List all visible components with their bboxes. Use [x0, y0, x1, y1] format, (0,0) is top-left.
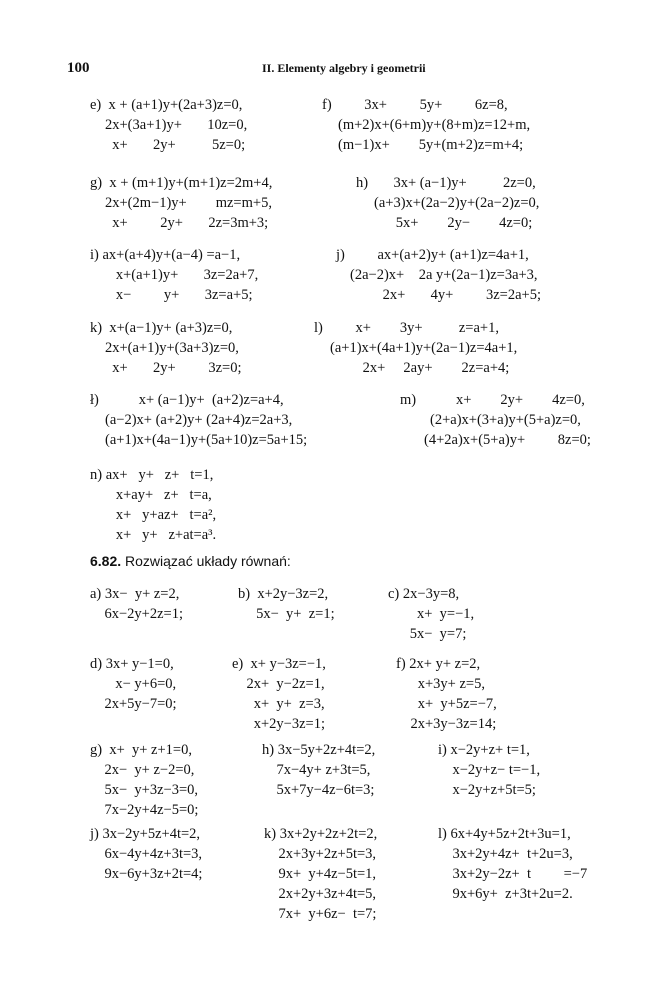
- system-l-stroke-line-2: (a−2)x+ (a+2)y+ (2a+4)z=2a+3,: [105, 412, 293, 428]
- system-82b-line-2: 5x− y+ z=1;: [238, 606, 335, 622]
- system-82j-line-1: j) 3x−2y+5z+4t=2,: [90, 826, 201, 842]
- system-82h-line-2: 7x−4y+ z+3t=5,: [262, 762, 371, 778]
- system-n-line-1: n) ax+ y+ z+ t=1,: [90, 467, 214, 483]
- page-header: [0, 60, 672, 80]
- system-82a-line-2: 6x−2y+2z=1;: [90, 606, 183, 622]
- system-82g-line-1: g) x+ y+ z+1=0,: [90, 742, 192, 758]
- system-82c-line-2: x+ y=−1,: [388, 606, 475, 622]
- system-82k-line-5: 7x+ y+6z− t=7;: [264, 906, 377, 922]
- system-f-line-1: f) 3x+ 5y+ 6z=8,: [322, 97, 508, 113]
- system-82j-line-3: 9x−6y+3z+2t=4;: [90, 866, 203, 882]
- system-h-line-2: (a+3)x+(2a−2)y+(2a−2)z=0,: [374, 195, 540, 211]
- system-i-line-1: i) ax+(a+4)y+(a−4) =a−1,: [90, 247, 241, 263]
- system-j-line-1: j) ax+(a+2)y+ (a+1)z=4a+1,: [336, 247, 529, 263]
- system-n-line-2: x+ay+ z+ t=a,: [105, 487, 212, 503]
- running-title: II. Elementy algebry i geometrii: [262, 61, 426, 75]
- system-l-line-2: (a+1)x+(4a+1)y+(2a−1)z=4a+1,: [330, 340, 518, 356]
- system-82l-line-1: l) 6x+4y+5z+2t+3u=1,: [438, 826, 571, 842]
- system-m-line-3: (4+2a)x+(5+a)y+ 8z=0;: [424, 432, 591, 448]
- system-82i-line-3: x−2y+z+5t=5;: [438, 782, 536, 798]
- system-82e-line-1: e) x+ y−3z=−1,: [232, 656, 326, 672]
- system-82l-line-2: 3x+2y+4z+ t+2u=3,: [438, 846, 573, 862]
- system-82d-line-3: 2x+5y−7=0;: [90, 696, 177, 712]
- system-82l-line-4: 9x+6y+ z+3t+2u=2.: [438, 886, 573, 902]
- system-h-line-1: h) 3x+ (a−1)y+ 2z=0,: [356, 175, 536, 191]
- system-e-line-3: x+ 2y+ 5z=0;: [105, 137, 246, 153]
- system-f-line-2: (m+2)x+(6+m)y+(8+m)z=12+m,: [338, 117, 531, 133]
- problem-number: 6.82.: [90, 553, 122, 569]
- system-82k-line-1: k) 3x+2y+2z+2t=2,: [264, 826, 378, 842]
- system-82e-line-3: x+ y+ z=3,: [232, 696, 325, 712]
- system-82c-line-1: c) 2x−3y=8,: [388, 586, 460, 602]
- system-f-line-3: (m−1)x+ 5y+(m+2)z=m+4;: [338, 137, 524, 153]
- system-k-line-2: 2x+(a+1)y+(3a+3)z=0,: [105, 340, 239, 356]
- system-m-line-2: (2+a)x+(3+a)y+(5+a)z=0,: [430, 412, 581, 428]
- system-82l-line-3: 3x+2y−2z+ t =−7: [438, 866, 588, 882]
- system-k-line-3: x+ 2y+ 3z=0;: [105, 360, 242, 376]
- system-82k-line-2: 2x+3y+2z+5t=3,: [264, 846, 377, 862]
- system-82j-line-2: 6x−4y+4z+3t=3,: [90, 846, 203, 862]
- system-82h-line-3: 5x+7y−4z−6t=3;: [262, 782, 375, 798]
- system-l-stroke-line-1: ł) x+ (a−1)y+ (a+2)z=a+4,: [90, 392, 284, 408]
- system-82g-line-3: 5x− y+3z−3=0,: [90, 782, 199, 798]
- system-j-line-2: (2a−2)x+ 2a y+(2a−1)z=3a+3,: [350, 267, 538, 283]
- system-82k-line-3: 9x+ y+4z−5t=1,: [264, 866, 377, 882]
- system-m-line-1: m) x+ 2y+ 4z=0,: [400, 392, 585, 408]
- system-e-line-1: e) x + (a+1)y+(2a+3)z=0,: [90, 97, 243, 113]
- system-k-line-1: k) x+(a−1)y+ (a+3)z=0,: [90, 320, 233, 336]
- system-e-line-2: 2x+(3a+1)y+ 10z=0,: [105, 117, 248, 133]
- system-82d-line-2: x− y+6=0,: [90, 676, 177, 692]
- system-82i-line-2: x−2y+z− t=−1,: [438, 762, 541, 778]
- system-82c-line-3: 5x− y=7;: [388, 626, 467, 642]
- system-g-line-2: 2x+(2m−1)y+ mz=m+5,: [105, 195, 272, 211]
- system-82i-line-1: i) x−2y+z+ t=1,: [438, 742, 530, 758]
- system-82b-line-1: b) x+2y−3z=2,: [238, 586, 329, 602]
- system-82h-line-1: h) 3x−5y+2z+4t=2,: [262, 742, 376, 758]
- system-82f-line-1: f) 2x+ y+ z=2,: [396, 656, 481, 672]
- problem-heading: [90, 553, 291, 569]
- system-82f-line-4: 2x+3y−3z=14;: [396, 716, 497, 732]
- system-l-line-1: l) x+ 3y+ z=a+1,: [314, 320, 499, 336]
- system-n-line-4: x+ y+ z+at=a³.: [105, 527, 217, 543]
- system-82g-line-4: 7x−2y+4z−5=0;: [90, 802, 199, 818]
- system-j-line-3: 2x+ 4y+ 3z=2a+5;: [350, 287, 541, 303]
- system-i-line-3: x− y+ 3z=a+5;: [105, 287, 253, 303]
- system-g-line-3: x+ 2y+ 2z=3m+3;: [105, 215, 269, 231]
- system-l-stroke-line-3: (a+1)x+(4a−1)y+(5a+10)z=5a+15;: [105, 432, 308, 448]
- system-82g-line-2: 2x− y+ z−2=0,: [90, 762, 195, 778]
- page-number: 100: [67, 60, 90, 76]
- problem-instruction: Rozwiązać układy równań:: [125, 553, 291, 569]
- system-82f-line-2: x+3y+ z=5,: [396, 676, 485, 692]
- system-n-line-3: x+ y+az+ t=a²,: [105, 507, 217, 523]
- system-82e-line-4: x+2y−3z=1;: [232, 716, 325, 732]
- system-82e-line-2: 2x+ y−2z=1,: [232, 676, 325, 692]
- system-l-line-3: 2x+ 2ay+ 2z=a+4;: [330, 360, 510, 376]
- system-82a-line-1: a) 3x− y+ z=2,: [90, 586, 180, 602]
- system-g-line-1: g) x + (m+1)y+(m+1)z=2m+4,: [90, 175, 273, 191]
- system-82k-line-4: 2x+2y+3z+4t=5,: [264, 886, 377, 902]
- system-i-line-2: x+(a+1)y+ 3z=2a+7,: [105, 267, 259, 283]
- system-82d-line-1: d) 3x+ y−1=0,: [90, 656, 174, 672]
- system-82f-line-3: x+ y+5z=−7,: [396, 696, 497, 712]
- system-h-line-3: 5x+ 2y− 4z=0;: [374, 215, 533, 231]
